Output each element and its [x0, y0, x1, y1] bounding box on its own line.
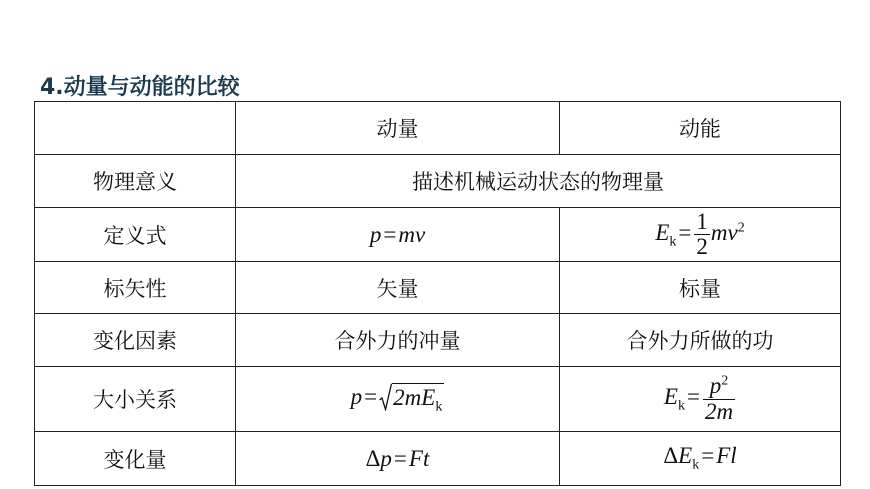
formula-symbol: p	[369, 221, 382, 247]
physical-meaning-value: 描述机械运动状态的物理量	[236, 155, 841, 208]
header-kinetic-energy: 动能	[560, 102, 841, 155]
formula-equals: =	[383, 221, 397, 247]
header-row	[35, 102, 841, 155]
formula-symbol: 2mE	[393, 384, 436, 410]
formula-symbol: mv	[398, 221, 426, 247]
table-row	[35, 262, 841, 314]
formula-symbol: E	[663, 384, 678, 410]
formula-equals: =	[393, 445, 407, 471]
kinetic-energy-change-factor: 合外力所做的功	[560, 314, 841, 367]
formula-equals: =	[678, 219, 692, 245]
delta-symbol: Δ	[663, 443, 679, 469]
momentum-magnitude-formula	[236, 367, 560, 432]
momentum-change-factor: 合外力的冲量	[236, 314, 560, 367]
table-row	[35, 367, 841, 432]
momentum-change-formula	[236, 432, 560, 486]
fraction-numerator: 1	[696, 208, 708, 234]
row-label-change-amount: 变化量	[35, 432, 236, 486]
comparison-table	[34, 101, 841, 486]
formula-equals: =	[364, 384, 378, 410]
formula-symbol: p	[380, 445, 392, 471]
formula-subscript: k	[677, 398, 685, 414]
header-blank-cell	[35, 102, 236, 155]
table-row	[35, 208, 841, 262]
formula-symbol: p	[350, 384, 363, 410]
momentum-definition-formula	[236, 208, 560, 262]
row-label-change-factor: 变化因素	[35, 314, 236, 367]
fraction-numerator	[703, 374, 735, 399]
formula-symbol: Ft	[408, 445, 430, 471]
formula-symbol: Fl	[716, 443, 737, 469]
fraction-denominator: 2	[696, 234, 708, 259]
formula-symbol: p	[709, 373, 722, 399]
fraction	[694, 210, 710, 259]
formula-subscript: k	[435, 399, 443, 415]
formula-equals: =	[686, 384, 700, 410]
row-label-physical-meaning: 物理意义	[35, 155, 236, 208]
formula-subscript: k	[669, 234, 677, 250]
delta-symbol: Δ	[365, 445, 381, 471]
section-title: 4.动量与动能的比较	[40, 75, 240, 100]
radical-sign-icon	[379, 383, 392, 411]
kinetic-energy-scalar-vector: 标量	[560, 262, 841, 314]
row-label-magnitude-relation: 大小关系	[35, 367, 236, 432]
kinetic-energy-change-formula	[560, 432, 841, 486]
table-row	[35, 432, 841, 486]
formula-symbol: mv	[710, 219, 738, 245]
formula-symbol: E	[655, 219, 670, 245]
row-label-definition: 定义式	[35, 208, 236, 262]
formula-subscript: k	[692, 457, 700, 473]
table-row	[35, 155, 841, 208]
header-momentum: 动量	[236, 102, 560, 155]
momentum-scalar-vector: 矢量	[236, 262, 560, 314]
formula-superscript: 2	[721, 373, 729, 389]
formula-equals: =	[701, 443, 715, 469]
table-row	[35, 314, 841, 367]
kinetic-energy-definition-formula	[560, 208, 841, 262]
formula-symbol: E	[678, 443, 693, 469]
kinetic-energy-magnitude-formula	[560, 367, 841, 432]
fraction-denominator	[703, 400, 735, 424]
formula-superscript: 2	[737, 220, 745, 236]
square-root	[379, 383, 444, 416]
row-label-scalar-vector: 标矢性	[35, 262, 236, 314]
fraction	[703, 374, 735, 423]
radicand	[392, 383, 444, 416]
formula-symbol: 2m	[704, 398, 734, 424]
